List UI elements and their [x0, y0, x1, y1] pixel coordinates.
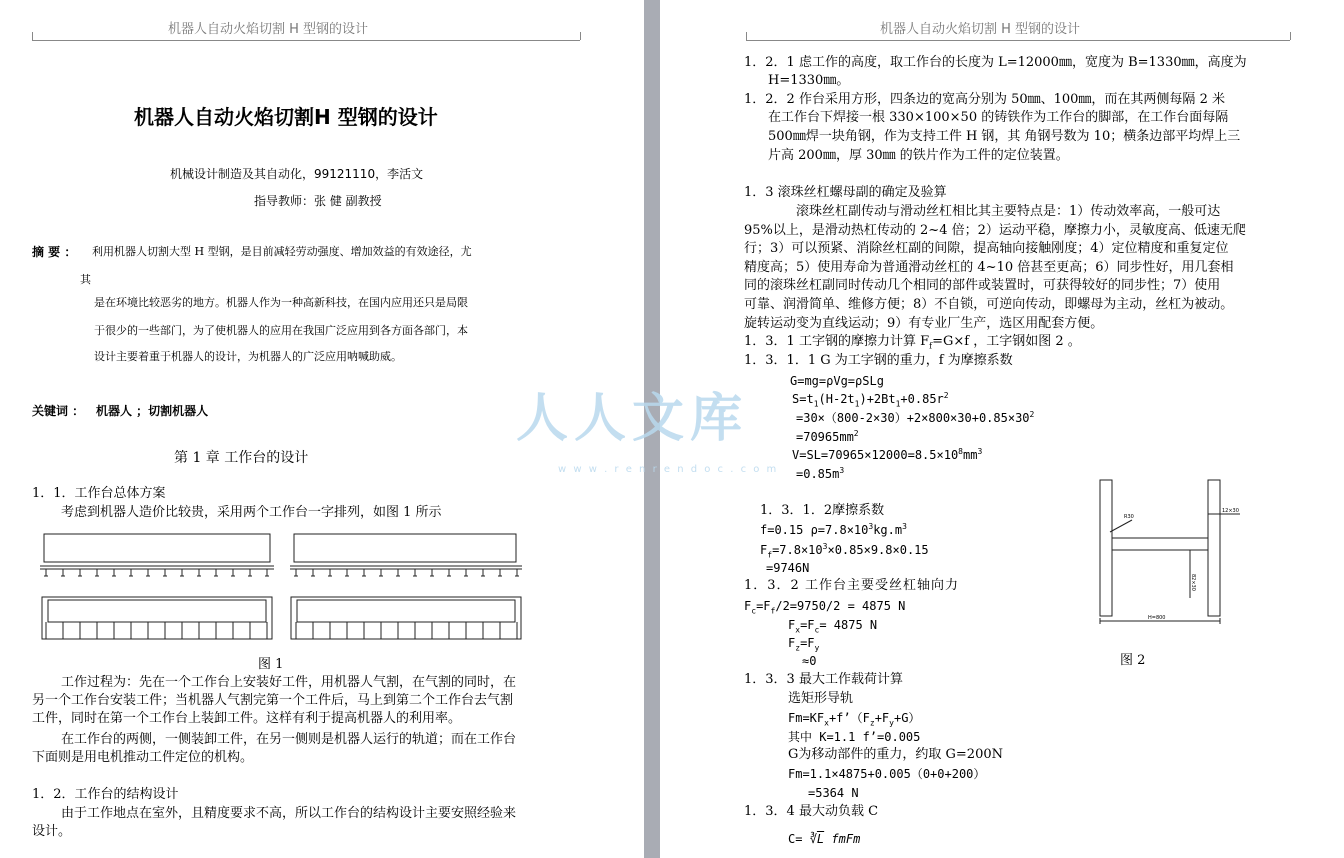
equation: $C= ∛\overline{L}$ fmFm [788, 832, 861, 846]
equation: ≈0 [802, 654, 817, 668]
watermark-url: w w w . r e n r e n d o c . c o m [558, 464, 779, 475]
equation: f=0.15 $\rho=7.8\times 10^3kg.m^3$ [760, 522, 907, 537]
equation: $F_f=7.8\times 10^3\times 0.85\times 9.8\times 0.15$ [760, 542, 929, 560]
keywords: 机器人 ；切割机器人 [96, 404, 209, 418]
paragraph: 工件，同时在第一个工作台上装卸工件。这样有利于提高机器人的利用率。 [32, 711, 462, 726]
paragraph: 精度高；5）使用寿命为普通滑动丝杠的 4~10 倍甚至更高；6）同步性好，用几套相 [744, 260, 1234, 275]
doc-title: 机器人自动火焰切割H 型钢的设计 [134, 105, 438, 129]
subsection-heading: 1．3．2 工作台主要受丝杠轴向力 [744, 578, 959, 593]
fig2-label-h: 82×30 [1190, 574, 1196, 591]
text-line: 1．2．1 虑工作的高度，取工作台的长度为 L=12000㎜，宽度为 B=1330㎜，高度为 [744, 55, 1247, 70]
abstract-line: 设计主要着重于机器人的设计，为机器人的广泛应用呐喊助威。 [94, 350, 402, 363]
fig2-label-b: H=800 [1148, 615, 1166, 621]
equation: G=mg=ρVg=ρSLg [790, 374, 884, 388]
equation: $=30\times(800-2\times 30)+2\times 800\times 30+0.85\times 30^2$ [796, 410, 1035, 425]
equation: =9746N [766, 561, 810, 575]
fig2-label-r: R30 [1124, 514, 1134, 520]
figure-2-caption: 图 2 [1120, 653, 1146, 668]
paragraph: 工作过程为：先在一个工作台上安装好工件，用机器人气割，在气割的同时，在 [61, 675, 517, 690]
paragraph: 同的滚珠丝杠副同时传动几个相同的部件或装置时，可获得较好的同步性；7）使用 [744, 278, 1221, 293]
paragraph: 在工作台的两侧，一侧装卸工件，在另一侧则是机器人运行的轨道；而在工作台 [61, 732, 517, 747]
abstract-line: 于很少的一些部门，为了使机器人的应用在我国广泛应用到各方面各部门，本 [94, 324, 468, 337]
subsection-heading: 1．3．4 最大动负载 C [744, 804, 879, 819]
text-line: G为移动部件的重力，约取 G=200N [788, 747, 1003, 762]
equation: $V=SL=70965\times 12000=8.5\times 10^8mm^3$ [792, 447, 983, 462]
paragraph: 行；3）可以预紧、消除丝杠副的间隙，提高轴向接触刚度；4）定位精度和重复定位 [744, 241, 1229, 256]
equation: $=0.85m^3$ [796, 466, 845, 481]
paragraph: 旋转运动变为直线运动；9）有专业厂生产，选区用配套方便。 [744, 316, 1104, 331]
page-header: 机器人自动火焰切割 H 型钢的设计 [168, 22, 369, 37]
author-line: 机械设计制造及其自动化，99121110，李活文 [170, 167, 424, 181]
equation: $F_z=F_y$ [788, 636, 820, 653]
paragraph: 考虑到机器人造价比较贵，采用两个工作台一字排列，如图 1 所示 [61, 505, 442, 520]
equation: $F_x=F_c= 4875$ N [788, 618, 878, 635]
subsection-heading: 1．3．1 工字钢的摩擦力计算 $F_f=G\times f$ ，工字钢如图 2 。 [744, 334, 1081, 351]
abstract-label: 摘 要 ： [32, 245, 77, 259]
equation: 其中 K=1.1 f’=0.005 [788, 730, 921, 744]
text-line: 在工作台下焊接一根 330×100×50 的铸铁作为工作台的脚部，在工作台面每隔 [768, 110, 1229, 125]
text-line: 1．2．2 作台采用方形，四条边的宽高分别为 50㎜、100㎜，而在其两侧每隔 2 米 [744, 92, 1225, 107]
paragraph: 另一个工作台安装工件；当机器人气割完第一个工件后，马上到第二个工作台去气割 [32, 693, 514, 708]
right-page [660, 0, 1344, 858]
abstract-line: 是在环境比较恶劣的地方。机器人作为一种高新科技，在国内应用还只是局限 [94, 296, 468, 309]
subsection-heading: 1．3．3 最大工作载荷计算 [744, 672, 903, 687]
paragraph: 下面则是用电机推动工件定位的机构。 [32, 750, 254, 765]
figure-1-workbench-diagram [40, 532, 526, 644]
text-line: 选矩形导轨 [788, 691, 854, 706]
text-line: 片高 200㎜，厚 30㎜ 的铁片作为工件的定位装置。 [768, 148, 1069, 163]
equation: =5364 N [808, 786, 859, 800]
paragraph: 95%以上，是滑动热杠传动的 2~4 倍；2）运动平稳，摩擦力小，灵敏度高、低速无爬 [744, 223, 1246, 238]
text-line: 500㎜焊一块角钢，作为支持工件 H 钢，其 角钢号数为 10；横条边部平均焊上三 [768, 129, 1241, 144]
paragraph: 由于工作地点在室外，且精度要求不高，所以工作台的结构设计主要安照经验来 [61, 806, 517, 821]
page-header: 机器人自动火焰切割 H 型钢的设计 [880, 22, 1081, 37]
subsection-heading: 1．3．1．1 G 为工字钢的重力，f 为摩擦系数 [744, 353, 1013, 368]
abstract-line: 其 [80, 273, 91, 286]
watermark-logo: 人人文库 [516, 389, 749, 449]
equation: $=70965mm^2$ [796, 429, 859, 444]
figure-1-caption: 图 1 [258, 657, 284, 672]
figure-2-h-beam-diagram [1080, 474, 1240, 626]
chapter-heading: 第 1 章 工作台的设计 [174, 450, 309, 466]
paragraph: 滚珠丝杠副传动与滑动丝杠相比其主要特点是：1）传动效率高，一般可达 [796, 204, 1221, 219]
section-heading: 1．1．工作台总体方案 [32, 486, 166, 501]
fig2-label-w: 12×30 [1222, 508, 1239, 514]
header-rule [746, 40, 1290, 41]
equation: $Fm=KF_x+f’(F_z+F_y+G)$ [788, 711, 921, 728]
keywords-label: 关键词 ： [32, 404, 85, 418]
paragraph: 可靠、润滑简单、维修方便；8）不自锁，可逆向传动，即螺母为主动，丝杠为被动。 [744, 297, 1234, 312]
abstract-line: 利用机器人切割大型 H 型钢，是目前减轻劳动强度、增加效益的有效途径，尤 [92, 245, 472, 258]
header-rule [32, 40, 580, 41]
paragraph: 设计。 [32, 824, 72, 839]
advisor-line: 指导教师：张 健 副教授 [254, 194, 382, 208]
section-heading: 1．3 滚珠丝杠螺母副的确定及验算 [744, 185, 947, 200]
subsection-heading: 1．3．1．2摩擦系数 [760, 503, 885, 518]
text-line: H=1330㎜。 [768, 73, 850, 88]
equation: $F_c=F_f/2=9750/2 = 4875$ N [744, 599, 906, 616]
section-heading: 1．2．工作台的结构设计 [32, 787, 179, 802]
equation: $S=t_1(H-2t_1)+2Bt_1+0.85r^2$ [792, 391, 949, 409]
equation: Fm=1.1×4875+0.005（0+0+200） [788, 767, 986, 781]
